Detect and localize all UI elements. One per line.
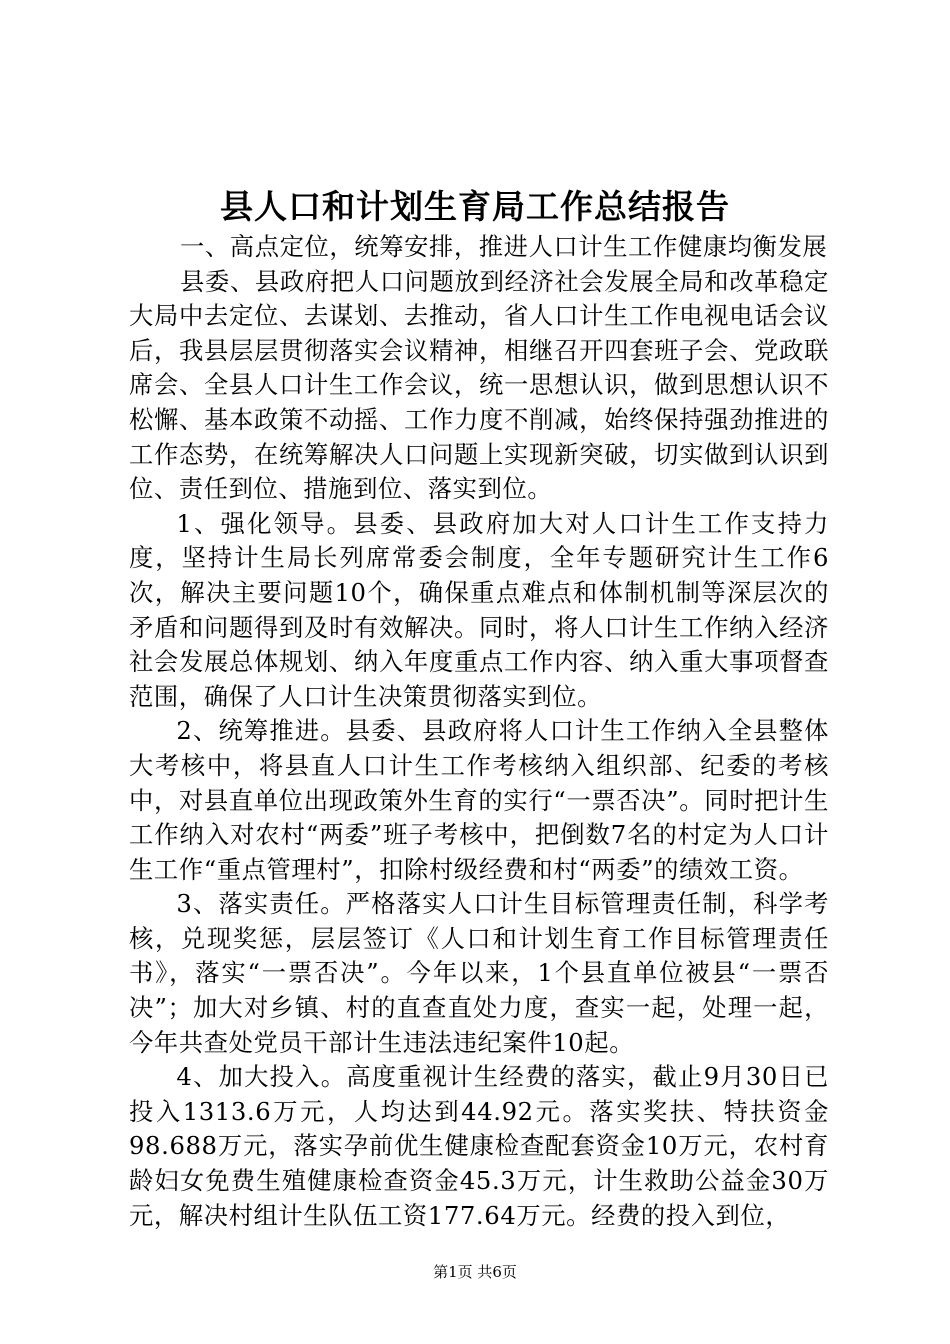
document-body	[129, 230, 829, 1233]
document-title: 县人口和计划生育局工作总结报告	[220, 187, 730, 226]
page-footer: 第1页 共6页	[433, 1263, 517, 1281]
paragraph-item-1: 1、强化领导。县委、县政府加大对人口计生工作支持力度，坚持计生局长列席常委会制度，全年专题研究计生工作6次，解决主要问题10个，确保重点难点和体制机制等深层次的矛盾和问题得到及时有效解决。同时，将人口计生工作纳入经济社会发展总体规划、纳入年度重点工作内容、纳入重大事项督查范围，确保了人口计生决策贯彻落实到位。	[129, 508, 829, 711]
paragraph-item-4: 4、加大投入。高度重视计生经费的落实，截止9月30日已投入1313.6万元，人均达到44.92元。落实奖扶、特扶资金98.688万元，落实孕前优生健康检查配套资金10万元，农村育龄妇女免费生殖健康检查资金45.3万元，计生救助公益金30万元，解决村组计生队伍工资177.64万元。经费的投入到位，	[129, 1062, 829, 1230]
paragraph-item-3: 3、落实责任。严格落实人口计生目标管理责任制，科学考核，兑现奖惩，层层签订《人口和计划生育工作目标管理责任书》，落实“一票否决”。今年以来，1个县直单位被县“一票否决”；加大对乡镇、村的直查直处力度，查实一起，处理一起，今年共查处党员干部计生违法违纪案件10起。	[129, 889, 829, 1057]
section-heading: 一、高点定位，统筹安排，推进人口计生工作健康均衡发展	[180, 232, 828, 261]
paragraph-intro: 县委、县政府把人口问题放到经济社会发展全局和改革稳定大局中去定位、去谋划、去推动，省人口计生工作电视电话会议后，我县层层贯彻落实会议精神，相继召开四套班子会、党政联席会、全县人口计生工作会议，统一思想认识，做到思想认识不松懈、基本政策不动摇、工作力度不削减，始终保持强劲推进的工作态势，在统筹解决人口问题上实现新突破，切实做到认识到位、责任到位、措施到位、落实到位。	[129, 266, 829, 504]
paragraph-item-2: 2、统筹推进。县委、县政府将人口计生工作纳入全县整体大考核中，将县直人口计生工作考核纳入组织部、纪委的考核中，对县直单位出现政策外生育的实行“一票否决”。同时把计生工作纳入对农村“两委”班子考核中，把倒数7名的村定为人口计生工作“重点管理村”，扣除村级经费和村“两委”的绩效工资。	[129, 716, 829, 884]
